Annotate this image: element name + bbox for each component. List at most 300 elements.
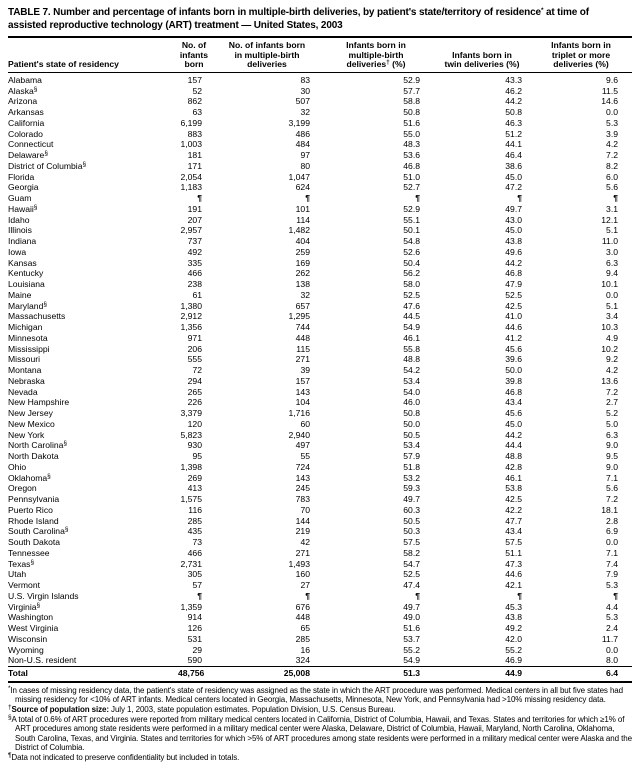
- value-cell: 38.6: [505, 160, 522, 171]
- value-cell: 48.8: [403, 354, 420, 365]
- state-name-cell: Washington: [8, 612, 54, 623]
- table-row: [8, 172, 632, 183]
- footnote-text: A total of 0.6% of ART procedures were reported from military medical centers located in California, District of Columbia, Hawaii, and Texas. States and territories for which ≥1% of ART procedures among state residents were performed in a military medical center were Alaska, Delaware, District of Columbia, Hawaii, Maryland, North Carolina, Oklahoma, South Carolina, Texas, and Virginia. States and territories for which >5% of ART procedures among state residents were performed in a military medical center were Alaska and the District of Columbia.: [11, 714, 632, 753]
- value-cell: 744: [295, 322, 310, 333]
- state-name-cell: Arizona: [8, 96, 38, 107]
- value-cell: 44.6: [505, 569, 522, 580]
- state-name-cell: New Hampshire: [8, 397, 70, 408]
- value-cell: 7.9: [606, 569, 618, 580]
- value-cell: 50.5: [403, 429, 420, 440]
- value-cell: 59.3: [403, 483, 420, 494]
- footnote-marker-section: §: [82, 160, 87, 168]
- value-cell: 271: [295, 354, 310, 365]
- value-cell: 50.0: [403, 418, 420, 429]
- state-name-cell: Missouri: [8, 354, 40, 365]
- value-cell: 8.2: [606, 160, 618, 171]
- value-cell: 50.4: [403, 257, 420, 268]
- suppressed-value-cell: ¶: [415, 193, 420, 204]
- footnotes: [8, 686, 632, 763]
- table-row: [8, 505, 632, 516]
- value-cell: 55.1: [403, 214, 420, 225]
- value-cell: 52.9: [403, 74, 420, 85]
- table-row: [8, 645, 632, 656]
- value-cell: 324: [295, 655, 310, 666]
- value-cell: 42.2: [505, 504, 522, 515]
- value-cell: 39.8: [505, 375, 522, 386]
- value-cell: 624: [295, 182, 310, 193]
- value-cell: 219: [295, 526, 310, 537]
- value-cell: 335: [187, 257, 202, 268]
- value-cell: 3,379: [180, 408, 202, 419]
- value-cell: 42.1: [505, 580, 522, 591]
- value-cell: 9.5: [606, 451, 618, 462]
- art-multiple-birth-table: [8, 36, 632, 683]
- value-cell: 6.3: [606, 257, 618, 268]
- suppressed-value-cell: ¶: [613, 590, 618, 601]
- value-cell: 226: [187, 397, 202, 408]
- value-cell: 971: [187, 332, 202, 343]
- table-row: [8, 344, 632, 355]
- value-cell: 5.3: [606, 580, 618, 591]
- value-cell: 143: [295, 386, 310, 397]
- table-row: [8, 376, 632, 387]
- state-name-cell: Illinois: [8, 225, 32, 236]
- value-cell: 531: [187, 633, 202, 644]
- suppressed-value-cell: ¶: [517, 193, 522, 204]
- table-row: [8, 397, 632, 408]
- suppressed-value-cell: ¶: [517, 590, 522, 601]
- value-cell: 46.9: [505, 655, 522, 666]
- value-cell: 143: [295, 472, 310, 483]
- value-cell: 144: [295, 515, 310, 526]
- state-name-cell: Virginia§: [8, 601, 41, 612]
- table-row: [8, 462, 632, 473]
- state-name-cell: Utah: [8, 569, 27, 580]
- suppressed-value-cell: ¶: [305, 193, 310, 204]
- value-cell: 9.6: [606, 74, 618, 85]
- state-name-cell: Alaska§: [8, 85, 38, 96]
- table-row: [8, 118, 632, 129]
- value-cell: 206: [187, 343, 202, 354]
- table-row: [8, 193, 632, 204]
- table-row: [8, 537, 632, 548]
- value-cell: 58.8: [403, 96, 420, 107]
- suppressed-value-cell: ¶: [197, 193, 202, 204]
- table-row: [8, 215, 632, 226]
- suppressed-value-cell: ¶: [415, 590, 420, 601]
- table-row: [8, 258, 632, 269]
- value-cell: 1,380: [180, 300, 202, 311]
- value-cell: 55.2: [403, 644, 420, 655]
- state-name-cell: New Jersey: [8, 408, 53, 419]
- state-name-cell: Georgia: [8, 182, 39, 193]
- state-name-cell: Michigan: [8, 322, 43, 333]
- value-cell: 169: [295, 257, 310, 268]
- footnote-text: Data not indicated to preserve confidentiality but included in totals.: [11, 752, 240, 762]
- value-cell: 104: [295, 397, 310, 408]
- table-title-line1: TABLE 7. Number and percentage of infants born in multiple-birth deliveries, by patient's state/territory of residence* at time of: [8, 7, 589, 18]
- value-cell: 5.6: [606, 182, 618, 193]
- value-cell: 44.2: [505, 96, 522, 107]
- value-cell: 2.4: [606, 623, 618, 634]
- state-name-cell: Guam: [8, 193, 32, 204]
- footnote-marker: §: [8, 713, 12, 721]
- value-cell: 1,183: [180, 182, 202, 193]
- value-cell: 590: [187, 655, 202, 666]
- value-cell: 60: [300, 418, 310, 429]
- value-cell: 95: [192, 451, 202, 462]
- value-cell: 101: [295, 203, 310, 214]
- suppressed-value-cell: ¶: [197, 590, 202, 601]
- value-cell: 51.1: [505, 547, 522, 558]
- value-cell: 1,356: [180, 322, 202, 333]
- value-cell: 5.6: [606, 483, 618, 494]
- value-cell: 4.9: [606, 332, 618, 343]
- value-cell: 46.8: [505, 268, 522, 279]
- table-row: [8, 268, 632, 279]
- value-cell: 6.9: [606, 526, 618, 537]
- footnote-marker: ¶: [8, 751, 12, 759]
- value-cell: 46.1: [505, 472, 522, 483]
- value-cell: 10.3: [601, 322, 618, 333]
- value-cell: 1,575: [180, 494, 202, 505]
- value-cell: 45.6: [505, 343, 522, 354]
- value-cell: 54.8: [403, 236, 420, 247]
- value-cell: 50.8: [505, 107, 522, 118]
- state-name-cell: West Virginia: [8, 623, 59, 634]
- value-cell: 47.2: [505, 182, 522, 193]
- value-cell: 30: [300, 85, 310, 96]
- col-header-pct-multiple-birth: Infants born in multiple-birth deliveries† (%): [324, 37, 434, 72]
- value-cell: 51.3: [324, 667, 434, 682]
- table-row: [8, 602, 632, 613]
- footnote-marker-section: §: [64, 526, 69, 534]
- table-row: [8, 72, 632, 85]
- col-header-infants-multiple-birth: No. of infants born in multiple-birth deliveries: [216, 37, 324, 72]
- state-name-cell: Florida: [8, 171, 35, 182]
- value-cell: 120: [187, 418, 202, 429]
- table-row: [8, 225, 632, 236]
- value-cell: 507: [295, 96, 310, 107]
- state-name-cell: Idaho: [8, 214, 30, 225]
- value-cell: 43.8: [505, 236, 522, 247]
- value-cell: 47.3: [505, 558, 522, 569]
- state-name-cell: Arkansas: [8, 107, 44, 118]
- footnote-marker-dagger: †: [386, 59, 390, 67]
- value-cell: 32: [300, 289, 310, 300]
- value-cell: 50.0: [505, 365, 522, 376]
- value-cell: 43.3: [505, 74, 522, 85]
- value-cell: 466: [187, 268, 202, 279]
- state-name-cell: Total: [8, 667, 178, 682]
- value-cell: 238: [187, 279, 202, 290]
- value-cell: 63: [192, 107, 202, 118]
- state-name-cell: Maine: [8, 289, 32, 300]
- value-cell: 55.8: [403, 343, 420, 354]
- value-cell: 2.7: [606, 397, 618, 408]
- value-cell: 51.0: [403, 171, 420, 182]
- value-cell: 3.9: [606, 128, 618, 139]
- state-name-cell: Indiana: [8, 236, 37, 247]
- value-cell: 50.8: [403, 408, 420, 419]
- value-cell: 65: [300, 623, 310, 634]
- state-name-cell: Alabama: [8, 74, 42, 85]
- value-cell: 48.3: [403, 139, 420, 150]
- value-cell: 53.4: [403, 440, 420, 451]
- value-cell: 1,482: [288, 225, 310, 236]
- value-cell: 114: [296, 214, 310, 225]
- table-row: [8, 419, 632, 430]
- value-cell: 271: [295, 547, 310, 558]
- value-cell: 46.2: [505, 85, 522, 96]
- footnote-marker-section: §: [33, 85, 38, 93]
- value-cell: 57: [192, 580, 202, 591]
- value-cell: 80: [300, 160, 310, 171]
- col-header-infants-born: No. of infants born: [178, 37, 216, 72]
- table-row: [8, 580, 632, 591]
- value-cell: 783: [295, 494, 310, 505]
- value-cell: 883: [187, 128, 202, 139]
- value-cell: 2,912: [180, 311, 202, 322]
- value-cell: 157: [295, 375, 310, 386]
- state-name-cell: South Dakota: [8, 537, 61, 548]
- state-name-cell: Colorado: [8, 128, 43, 139]
- value-cell: 44.6: [505, 322, 522, 333]
- value-cell: 6,199: [180, 117, 202, 128]
- value-cell: 58.0: [403, 279, 420, 290]
- value-cell: 0.0: [606, 537, 618, 548]
- state-name-cell: Delaware§: [8, 150, 48, 161]
- value-cell: 0.0: [606, 289, 618, 300]
- table-row: [8, 161, 632, 172]
- footnote-marker: †: [8, 703, 12, 711]
- value-cell: 484: [295, 139, 310, 150]
- value-cell: 50.1: [403, 225, 420, 236]
- value-cell: 171: [187, 160, 202, 171]
- footnote: [8, 715, 632, 753]
- value-cell: 1,359: [180, 601, 202, 612]
- footnote-marker-section: §: [36, 601, 41, 609]
- state-name-cell: Hawaii§: [8, 203, 38, 214]
- table-row: [8, 129, 632, 140]
- value-cell: 57.9: [403, 451, 420, 462]
- value-cell: 157: [187, 74, 202, 85]
- value-cell: 404: [295, 236, 310, 247]
- table-row: [8, 440, 632, 451]
- value-cell: 46.4: [505, 150, 522, 161]
- value-cell: 52: [192, 85, 202, 96]
- state-name-cell: North Carolina§: [8, 440, 68, 451]
- state-name-cell: California: [8, 117, 45, 128]
- state-name-cell: Maryland§: [8, 300, 47, 311]
- value-cell: 55.0: [403, 128, 420, 139]
- table-row: [8, 333, 632, 344]
- value-cell: 61: [192, 289, 202, 300]
- value-cell: 45.0: [505, 418, 522, 429]
- table-row: [8, 591, 632, 602]
- value-cell: 44.2: [505, 429, 522, 440]
- table-row: [8, 139, 632, 150]
- state-name-cell: Wyoming: [8, 644, 44, 655]
- value-cell: 466: [187, 547, 202, 558]
- value-cell: 41.0: [505, 311, 522, 322]
- value-cell: 43.8: [505, 612, 522, 623]
- value-cell: 51.2: [505, 128, 522, 139]
- value-cell: 25,008: [216, 667, 324, 682]
- value-cell: 2,731: [180, 558, 202, 569]
- value-cell: 0.0: [606, 644, 618, 655]
- table-row: [8, 430, 632, 441]
- value-cell: 181: [187, 150, 202, 161]
- value-cell: 44.1: [505, 139, 522, 150]
- value-cell: 45.0: [505, 225, 522, 236]
- total-row: [8, 667, 632, 682]
- value-cell: 930: [187, 440, 202, 451]
- value-cell: 5.2: [606, 408, 618, 419]
- table-row: [8, 408, 632, 419]
- value-cell: 448: [295, 612, 310, 623]
- value-cell: 53.7: [403, 633, 420, 644]
- value-cell: 52.5: [403, 289, 420, 300]
- table-row: [8, 387, 632, 398]
- value-cell: 862: [187, 96, 202, 107]
- value-cell: 52.5: [403, 569, 420, 580]
- value-cell: 54.2: [403, 365, 420, 376]
- value-cell: 49.6: [505, 246, 522, 257]
- value-cell: 83: [300, 74, 310, 85]
- value-cell: 46.0: [403, 397, 420, 408]
- table-row: [8, 634, 632, 645]
- state-name-cell: Nevada: [8, 386, 38, 397]
- value-cell: 44.2: [505, 257, 522, 268]
- value-cell: 27: [300, 580, 310, 591]
- state-name-cell: New Mexico: [8, 418, 55, 429]
- state-name-cell: Puerto Rico: [8, 504, 53, 515]
- state-name-cell: Tennessee: [8, 547, 50, 558]
- col-header-pct-twin: Infants born in twin deliveries (%): [434, 37, 536, 72]
- value-cell: 60.3: [403, 504, 420, 515]
- value-cell: 3,199: [288, 117, 310, 128]
- value-cell: 285: [295, 633, 310, 644]
- table-row: [8, 569, 632, 580]
- footnote-marker-section: §: [43, 300, 47, 308]
- table-row: [8, 279, 632, 290]
- value-cell: 49.7: [403, 494, 420, 505]
- value-cell: 51.6: [403, 117, 420, 128]
- table-row: [8, 354, 632, 365]
- value-cell: 126: [187, 623, 202, 634]
- value-cell: 49.2: [505, 623, 522, 634]
- value-cell: 43.0: [505, 214, 522, 225]
- value-cell: 44.4: [505, 440, 522, 451]
- value-cell: 56.2: [403, 268, 420, 279]
- value-cell: 47.9: [505, 279, 522, 290]
- value-cell: 2,957: [180, 225, 202, 236]
- value-cell: 51.8: [403, 461, 420, 472]
- value-cell: 138: [295, 279, 310, 290]
- value-cell: 305: [187, 569, 202, 580]
- value-cell: 45.6: [505, 408, 522, 419]
- value-cell: 48,756: [178, 667, 216, 682]
- value-cell: 46.8: [403, 160, 420, 171]
- value-cell: 13.6: [601, 375, 618, 386]
- value-cell: 285: [187, 515, 202, 526]
- state-name-cell: Louisiana: [8, 279, 45, 290]
- table-row: [8, 247, 632, 258]
- table-row: [8, 559, 632, 570]
- value-cell: 53.2: [403, 472, 420, 483]
- value-cell: 50.8: [403, 107, 420, 118]
- value-cell: 294: [187, 375, 202, 386]
- state-name-cell: Mississippi: [8, 343, 50, 354]
- value-cell: 45.3: [505, 601, 522, 612]
- footnote-marker-section: §: [47, 472, 51, 480]
- value-cell: 160: [295, 569, 310, 580]
- table-body: [8, 72, 632, 682]
- footnote-text: July 1, 2003, state population estimates. Population Division, U.S. Census Bureau.: [108, 704, 396, 714]
- value-cell: 14.6: [601, 96, 618, 107]
- footnote-marker-section: §: [30, 558, 35, 566]
- value-cell: 486: [295, 128, 310, 139]
- value-cell: 207: [187, 214, 202, 225]
- value-cell: 50.3: [403, 526, 420, 537]
- value-cell: 42.5: [505, 300, 522, 311]
- value-cell: 42.8: [505, 461, 522, 472]
- footnote: [8, 686, 632, 705]
- value-cell: 737: [187, 236, 202, 247]
- value-cell: 2,054: [180, 171, 202, 182]
- value-cell: 12.1: [601, 214, 618, 225]
- value-cell: 116: [188, 504, 202, 515]
- table-row: [8, 204, 632, 215]
- value-cell: 448: [295, 332, 310, 343]
- col-header-state-of-residency: Patient's state of residency: [8, 37, 178, 72]
- footnote-marker-asterisk: *: [540, 7, 544, 14]
- value-cell: 11.0: [601, 236, 618, 247]
- value-cell: 8.0: [606, 655, 618, 666]
- value-cell: 6.4: [536, 667, 632, 682]
- state-name-cell: New York: [8, 429, 45, 440]
- value-cell: 32: [300, 107, 310, 118]
- value-cell: 44.5: [403, 311, 420, 322]
- state-name-cell: Texas§: [8, 558, 35, 569]
- value-cell: 47.7: [505, 515, 522, 526]
- state-name-cell: Ohio: [8, 461, 27, 472]
- table-row: [8, 548, 632, 559]
- table-title: [8, 7, 632, 32]
- value-cell: 57.7: [403, 85, 420, 96]
- value-cell: 413: [187, 483, 202, 494]
- table-row: [8, 655, 632, 666]
- value-cell: 41.2: [505, 332, 522, 343]
- value-cell: 5.0: [606, 418, 618, 429]
- value-cell: 5.3: [606, 612, 618, 623]
- value-cell: 7.1: [606, 472, 618, 483]
- value-cell: 42.0: [505, 633, 522, 644]
- value-cell: 53.6: [403, 150, 420, 161]
- value-cell: 9.4: [606, 268, 618, 279]
- table-row: [8, 96, 632, 107]
- suppressed-value-cell: ¶: [305, 590, 310, 601]
- value-cell: 7.4: [606, 558, 618, 569]
- value-cell: 57.5: [403, 537, 420, 548]
- value-cell: 6.0: [606, 171, 618, 182]
- state-name-cell: Connecticut: [8, 139, 54, 150]
- value-cell: 259: [295, 246, 310, 257]
- value-cell: 7.2: [606, 494, 618, 505]
- value-cell: 49.7: [505, 203, 522, 214]
- value-cell: 43.4: [505, 397, 522, 408]
